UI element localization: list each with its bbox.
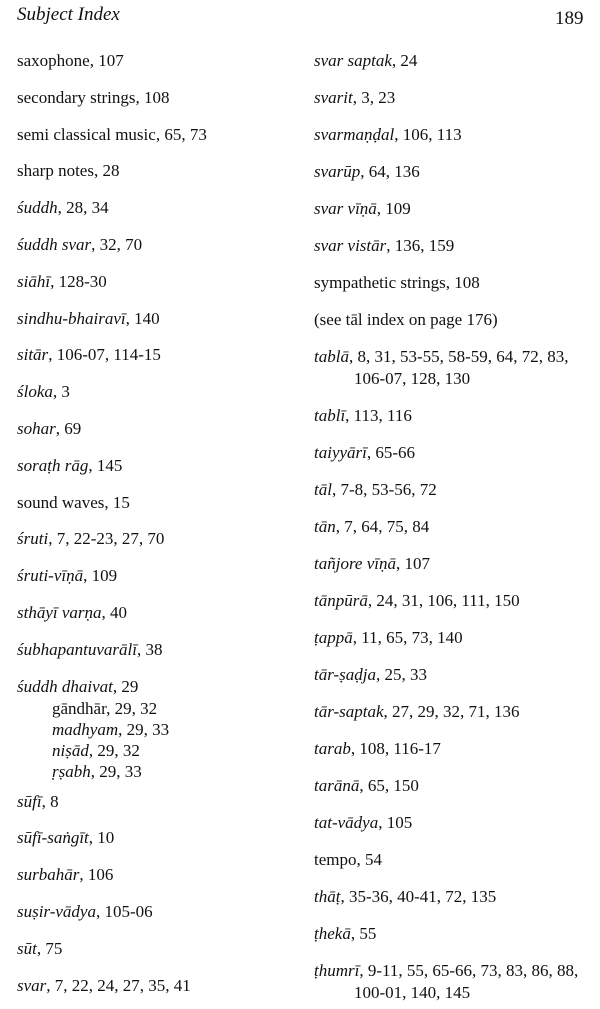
index-entry	[17, 492, 130, 514]
index-entry	[17, 344, 161, 366]
index-term: svar vīṇā	[314, 199, 377, 218]
index-page-refs: , 3, 23	[352, 88, 396, 107]
index-entry	[314, 627, 463, 649]
index-term: ṭhekā	[314, 924, 351, 943]
index-entry	[314, 87, 395, 109]
index-term: soraṭh rāg	[17, 456, 89, 475]
index-term: svar	[17, 976, 47, 995]
index-entry	[314, 516, 429, 538]
index-term: siāhī	[17, 272, 51, 291]
index-term: śuddh	[17, 198, 58, 217]
index-page-refs: , 29, 32	[106, 699, 158, 718]
index-term: semi classical music	[17, 125, 156, 144]
index-term: ṭhumrī	[314, 961, 360, 980]
index-term: sitār	[17, 345, 49, 364]
index-entry	[314, 161, 420, 183]
index-term: tarab	[314, 739, 351, 758]
index-term: suṣir-vādya	[17, 902, 96, 921]
index-term: niṣād	[52, 741, 89, 760]
index-page-refs: , 65-66	[366, 443, 416, 462]
index-term: svarūp	[314, 162, 361, 181]
index-entry	[17, 864, 113, 886]
index-page-refs: , 24, 31, 106, 111, 150	[367, 591, 520, 610]
index-term: sūt	[17, 939, 37, 958]
index-term: śruti-vīṇā	[17, 566, 84, 585]
index-term: madhyam	[52, 720, 119, 739]
index-term: ṛṣabh	[52, 762, 91, 781]
index-page-refs: , 7, 22-23, 27, 70	[48, 529, 165, 548]
index-entry	[17, 234, 142, 256]
index-page-refs: , 145	[88, 456, 123, 475]
index-entry	[17, 124, 207, 146]
index-entry	[17, 975, 191, 997]
index-term: taiyyārī	[314, 443, 367, 462]
index-entry	[314, 553, 430, 575]
index-page-refs: , 136, 159	[386, 236, 455, 255]
index-page-refs: , 28	[93, 161, 120, 180]
index-term: sohar	[17, 419, 56, 438]
index-entry	[314, 346, 569, 390]
index-term: tār-ṣaḍja	[314, 665, 376, 684]
index-entry	[314, 590, 520, 612]
index-entry	[314, 775, 419, 797]
index-subentry	[17, 698, 157, 720]
index-term: ṭappā	[314, 628, 353, 647]
index-entry	[17, 308, 160, 330]
index-entry	[314, 272, 480, 294]
index-term: sindhu-bhairavī	[17, 309, 126, 328]
index-page-refs: , 29, 32	[88, 741, 140, 760]
index-page-refs: , 65, 73	[155, 125, 207, 144]
index-entry	[17, 901, 153, 923]
index-entry	[17, 271, 107, 293]
index-entry	[17, 50, 124, 72]
index-term: tāl	[314, 480, 332, 499]
index-entry	[17, 938, 62, 960]
index-term: saxophone	[17, 51, 90, 70]
index-entry	[314, 124, 462, 146]
index-term: sympathetic strings	[314, 273, 446, 292]
index-page-refs: , 15	[104, 493, 130, 512]
index-entry	[314, 235, 454, 257]
index-page-refs: , 107	[396, 554, 430, 573]
index-term: śuddh dhaivat	[17, 677, 113, 696]
index-term: śuddh svar	[17, 235, 92, 254]
page-number: 189	[555, 8, 584, 29]
running-head-title: Subject Index	[17, 4, 120, 25]
index-page-refs: , 24	[391, 51, 418, 70]
index-subentry	[17, 719, 169, 741]
index-page-refs: , 108	[445, 273, 480, 292]
index-page-refs: , 106-07, 114-15	[48, 345, 161, 364]
index-term: tañjore vīṇā	[314, 554, 396, 573]
index-term: tablā	[314, 347, 349, 366]
index-entry	[17, 565, 117, 587]
index-term: svar vistār	[314, 236, 387, 255]
index-term: svarmaṇḍal	[314, 125, 395, 144]
index-page-refs: , 7, 22, 24, 27, 35, 41	[46, 976, 191, 995]
index-term: thāṭ	[314, 887, 341, 906]
index-page-refs: , 7-8, 53-56, 72	[331, 480, 437, 499]
index-term: sound waves	[17, 493, 105, 512]
index-entry	[314, 442, 415, 464]
index-entry	[17, 639, 162, 661]
index-entry	[17, 381, 70, 403]
index-term: svarit	[314, 88, 353, 107]
index-term: śloka	[17, 382, 53, 401]
index-entry	[314, 701, 520, 723]
index-page-refs: , 140	[125, 309, 160, 328]
index-page-refs: , 109	[376, 199, 411, 218]
index-entry	[17, 418, 81, 440]
index-term: sūfī	[17, 792, 42, 811]
index-page-refs: , 8	[41, 792, 59, 811]
index-entry	[314, 812, 412, 834]
index-entry	[314, 738, 441, 760]
index-page-refs: , 32, 70	[91, 235, 143, 254]
index-term: svar saptak	[314, 51, 392, 70]
index-page-refs: , 9-11, 55, 65-66, 73, 83, 86, 88,	[359, 961, 579, 980]
index-term: sharp notes	[17, 161, 94, 180]
index-subentry	[17, 761, 142, 783]
index-page-refs: , 105	[378, 813, 413, 832]
index-entry	[314, 50, 417, 72]
index-term: tarānā	[314, 776, 360, 795]
index-page-refs: , 25, 33	[376, 665, 427, 684]
index-entry	[314, 923, 376, 945]
index-entry	[314, 886, 496, 908]
index-page-refs: , 128-30	[50, 272, 107, 291]
index-page-refs-continued: 100-01, 140, 145	[354, 983, 471, 1002]
index-term: (see tāl index on page 176)	[314, 310, 498, 329]
index-entry	[17, 602, 127, 624]
index-entry	[17, 791, 59, 813]
index-page-refs: , 75	[36, 939, 63, 958]
index-entry	[314, 405, 412, 427]
index-term: tānpūrā	[314, 591, 368, 610]
index-term: śruti	[17, 529, 49, 548]
index-page-refs: , 29, 33	[90, 762, 142, 781]
index-page-refs: , 27, 29, 32, 71, 136	[383, 702, 520, 721]
index-page-refs: , 3	[52, 382, 70, 401]
index-page-refs: , 54	[356, 850, 382, 869]
index-term: sūfī-saṅgīt	[17, 828, 89, 847]
index-entry	[17, 160, 119, 182]
index-page-refs: , 69	[55, 419, 82, 438]
index-page-refs: , 64, 136	[360, 162, 420, 181]
index-page-refs: , 109	[83, 566, 118, 585]
index-entry	[314, 960, 578, 1004]
index-page-refs: , 55	[350, 924, 377, 943]
index-term: tat-vādya	[314, 813, 379, 832]
index-entry	[17, 455, 122, 477]
index-page-refs: , 11, 65, 73, 140	[352, 628, 463, 647]
index-term: secondary strings	[17, 88, 136, 107]
index-page-refs: , 7, 64, 75, 84	[335, 517, 430, 536]
index-entry	[314, 479, 437, 501]
index-page-refs: , 65, 150	[359, 776, 419, 795]
index-term: tār-saptak	[314, 702, 384, 721]
index-page-refs: , 108	[135, 88, 170, 107]
index-entry	[314, 309, 498, 331]
index-page-refs: , 8, 31, 53-55, 58-59, 64, 72, 83,	[348, 347, 569, 366]
index-page-refs: , 29	[112, 677, 139, 696]
index-page-refs: , 106, 113	[394, 125, 462, 144]
index-page-refs: , 29, 33	[118, 720, 170, 739]
index-term: surbahār	[17, 865, 80, 884]
index-page-refs-continued: 106-07, 128, 130	[354, 369, 471, 388]
index-entry	[17, 197, 109, 219]
index-page-refs: , 35-36, 40-41, 72, 135	[340, 887, 497, 906]
index-term: gāndhār	[52, 699, 107, 718]
index-entry	[17, 827, 114, 849]
index-page-refs: , 28, 34	[57, 198, 109, 217]
index-page-refs: , 40	[101, 603, 128, 622]
index-entry	[17, 87, 170, 109]
index-entry	[17, 676, 138, 698]
index-term: tablī	[314, 406, 346, 425]
index-entry	[314, 198, 411, 220]
index-term: tempo	[314, 850, 357, 869]
index-page-refs: , 113, 116	[345, 406, 412, 425]
index-page-refs: , 108, 116-17	[350, 739, 441, 758]
index-term: sthāyī varṇa	[17, 603, 102, 622]
index-page-refs: , 38	[136, 640, 163, 659]
index-page-refs: , 107	[89, 51, 124, 70]
index-entry	[314, 849, 382, 871]
index-page-refs: , 105-06	[95, 902, 153, 921]
index-entry	[314, 664, 427, 686]
index-subentry	[17, 740, 140, 762]
index-page-refs: , 106	[79, 865, 114, 884]
index-term: śubhapantuvarālī	[17, 640, 137, 659]
index-entry	[17, 528, 164, 550]
index-page-refs: , 10	[88, 828, 115, 847]
index-term: tān	[314, 517, 336, 536]
